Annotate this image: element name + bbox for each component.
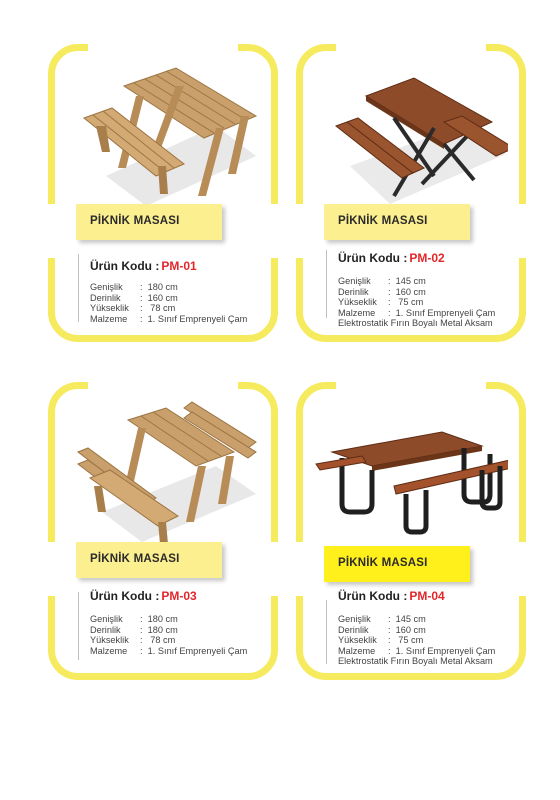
product-specs: Genişlik : 180 cm Derinlik : 180 cm Yükseklik : 78 cm Malzeme : 1. Sınıf Emprenyeli Çam [90, 614, 248, 656]
product-title-label: PİKNİK MASASI [324, 204, 470, 240]
product-code-value: PM-03 [161, 589, 197, 603]
product-title-label: PİKNİK MASASI [76, 204, 222, 240]
product-card-pm-03 [48, 382, 278, 680]
product-card-pm-02 [296, 44, 526, 342]
picnic-table-image [66, 394, 260, 546]
product-card-pm-04 [296, 382, 526, 680]
product-code: Ürün Kodu : PM-02 [338, 251, 445, 265]
product-code-value: PM-04 [409, 589, 445, 603]
product-code: Ürün Kodu : PM-03 [90, 589, 197, 603]
product-code: Ürün Kodu : PM-04 [338, 589, 445, 603]
picnic-table-image [314, 56, 508, 208]
product-title-label: PİKNİK MASASI [76, 542, 222, 578]
product-specs: Genişlik : 180 cm Derinlik : 160 cm Yükseklik : 78 cm Malzeme : 1. Sınıf Emprenyeli Çam [90, 282, 248, 324]
product-code-value: PM-01 [161, 259, 197, 273]
picnic-table-image [66, 56, 260, 208]
product-card-pm-01 [48, 44, 278, 342]
product-specs: Genişlik : 145 cm Derinlik : 160 cm Yükseklik : 75 cm Malzeme : 1. Sınıf Emprenyeli Çam Elektrostatik Fırın Boyalı Metal Aksam [338, 276, 496, 329]
picnic-table-image [314, 394, 508, 546]
product-code: Ürün Kodu : PM-01 [90, 259, 197, 273]
product-title-label: PİKNİK MASASI [324, 546, 470, 582]
product-specs: Genişlik : 145 cm Derinlik : 160 cm Yükseklik : 75 cm Malzeme : 1. Sınıf Emprenyeli Çam Elektrostatik Fırın Boyalı Metal Aksam [338, 614, 496, 667]
product-code-value: PM-02 [409, 251, 445, 265]
